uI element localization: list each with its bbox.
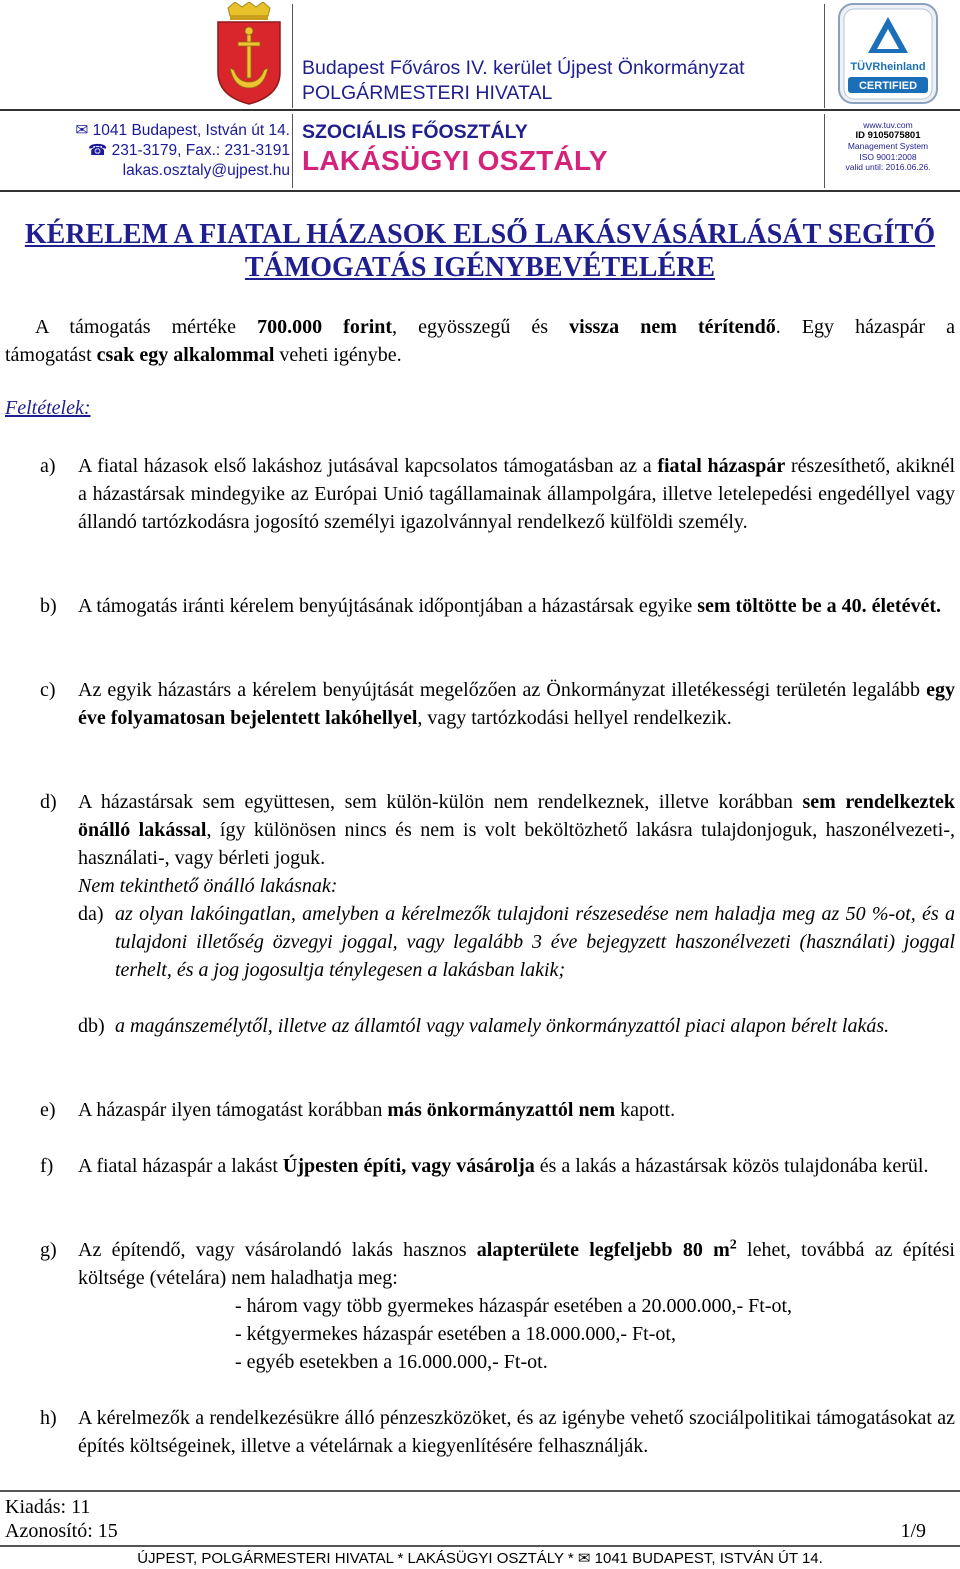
intro-text-2: , egyösszegű és [392,316,570,338]
footer-rule-top [0,1490,960,1492]
condition-e-text-2: kapott. [615,1099,676,1121]
sub-text: az olyan lakóingatlan, amelyben a kérelmezők tulajdoni részesedése nem haladja meg az 50 %-ot, és a tulajdoni illetőség özvegyi joggal, vagy legalább 3 éve bejegyzett haszonélvezeti (használati) joggal terhelt, és a jog jogosultja ténylegesen a lakásban lakik; [115,903,955,981]
title-line-1: KÉRELEM A FIATAL HÁZASOK ELSŐ LAKÁSVÁSÁRLÁSÁT SEGÍTŐ [24,219,936,250]
email-text[interactable]: lakas.osztaly@ujpest.hu [122,162,290,179]
condition-text [78,1236,955,1292]
condition-a [40,452,955,536]
condition-e-text-1: A házaspár ilyen támogatást korábban [78,1099,388,1121]
tuv-certified-text: CERTIFIED [858,80,918,92]
condition-d-note: Nem tekinthető önálló lakásnak: [78,875,338,897]
intro-text-5: veheti igénybe. [274,344,402,366]
intro-line-1 [5,313,955,341]
condition-c-bold: egy éve folyamatosan bejelentett lakóhellyel [78,679,955,729]
sub-label: db) [78,1015,105,1037]
ujpest-coat-of-arms-logo [214,2,284,106]
mail-icon: ✉ [75,122,89,139]
header-divider-4 [824,114,825,188]
condition-f [40,1152,955,1180]
condition-text [78,676,955,732]
condition-text [78,452,955,536]
intro-text-1: A támogatás mértéke [35,316,258,338]
org-name: Budapest Főváros IV. kerület Újpest Önkormányzat [302,57,745,79]
department-name: SZOCIÁLIS FŐOSZTÁLY [302,121,528,143]
org-office: POLGÁRMESTERI HIVATAL [302,82,553,104]
condition-label: a) [40,455,56,477]
footer-issue: Kiadás: 11 [5,1496,91,1518]
certificate-info [838,120,938,173]
cert-iso: ISO 9001:2008 [859,151,917,162]
condition-db [78,1012,955,1040]
condition-text: A kérelmezők a rendelkezésükre álló pénzeszközöket, és az igénybe vehető szociálpolitikai támogatásokat az építés költségeinek, illetve a vételárnak a kiegyenlítésére felhasználják. [78,1407,955,1457]
phone-icon: ☎ [87,142,108,159]
cert-system: Management System [847,141,929,151]
document-title [0,218,960,284]
intro-text-3: . Egy házaspár a [775,316,956,338]
condition-label: f) [40,1155,54,1177]
tuv-certified-badge [838,3,938,104]
footer-rule-bottom [0,1545,960,1547]
condition-text [78,1096,955,1124]
header-rule-top [0,109,960,111]
footer-address-line [0,1549,960,1567]
condition-c [40,676,955,732]
condition-g-bold: alapterülete legfeljebb 80 m [476,1239,730,1261]
condition-g [40,1236,955,1292]
condition-a-text-1: A fiatal házasok első lakáshoz jutásával kapcsolatos támogatásban az a [78,455,658,477]
phone-text: 231-3179, Fax.: 231-3191 [111,142,290,159]
condition-a-text-2: részesíthető, akiknél a házastársak mindegyike az Európai Unió tagállamainak állampolgára, illetve letelepedési engedéllyel vagy állandó tartózkodásra jogosító személyi igazolvánnyal rendelkező külföldi személy. [78,455,955,533]
condition-label: e) [40,1099,56,1121]
condition-d-text-1: A házastársak sem együttesen, sem külön-külön nem rendelkeznek, illetve korábban [78,791,803,813]
condition-f-text-1: A fiatal házaspár a lakást [78,1155,283,1177]
condition-d-bold: sem rendelkeztek önálló lakással [78,791,955,841]
condition-c-text-1: Az egyik házastárs a kérelem benyújtását megelőzően az Önkormányzat illetékességi területén legalább [78,679,927,701]
intro-once: csak egy alkalommal [96,344,275,366]
price-limit-3: - egyéb esetekben a 16.000.000,- Ft-ot. [235,1351,548,1373]
contact-block [40,121,290,181]
condition-f-bold: Újpesten építi, vagy vásárolja [282,1155,535,1177]
tuv-brand-text: TÜVRheinland [850,61,926,73]
intro-amount: 700.000 forint [257,316,393,338]
condition-text [78,788,955,872]
condition-a-bold: fiatal házaspár [657,455,786,477]
cert-url: www.tuv.com [863,120,913,130]
intro-text-4: támogatást [5,344,97,366]
condition-g-text-2: lehet, továbbá az építési költsége (vételára) nem haladhatja meg: [78,1239,955,1289]
condition-b-bold: sem töltötte be a 40. életévét. [697,595,941,617]
intro-nonrefund: vissza nem térítendő [569,316,776,338]
cert-valid: valid until: 2016.06.26. [845,162,931,172]
condition-c-text-2: , vagy tartózkodási hellyel rendelkezik. [417,707,732,729]
condition-b [40,592,955,620]
header-rule-bottom [0,190,960,192]
footer-page-number: 1/9 [900,1520,926,1542]
condition-e [40,1096,955,1124]
conditions-heading: Feltételek: [5,397,91,419]
price-limit-2: - kétgyermekes házaspár esetében a 18.000.000,- Ft-ot, [235,1323,676,1345]
footer-mail-icon: ✉ [577,1550,591,1567]
condition-d [40,788,955,900]
condition-b-text-1: A támogatás iránti kérelem benyújtásának időpontjában a házastársak egyike [78,595,698,617]
condition-label: d) [40,791,57,813]
footer-identifier: Azonosító: 15 [5,1520,118,1542]
condition-text [78,1152,955,1180]
header-divider-2 [824,4,825,108]
condition-label: b) [40,595,57,617]
condition-f-text-2: és a lakás a házastársak közös tulajdonába kerül. [534,1155,929,1177]
condition-text [78,592,955,620]
condition-label: h) [40,1407,57,1429]
condition-h [40,1404,955,1460]
condition-da [78,900,955,984]
footer-bottom-right: 1041 BUDAPEST, ISTVÁN ÚT 14. [594,1550,823,1567]
sub-label: da) [78,903,104,925]
footer-bottom-left: ÚJPEST, POLGÁRMESTERI HIVATAL * LAKÁSÜGYI OSZTÁLY * [137,1550,578,1567]
condition-d-text-2: , így különösen nincs és nem is volt beköltözhető lakásra tulajdonjoguk, haszonélvezeti-, használati-, vagy bérleti joguk. [78,819,955,869]
condition-label: c) [40,679,56,701]
condition-e-bold: más önkormányzattól nem [387,1099,616,1121]
office-name: LAKÁSÜGYI OSZTÁLY [302,145,608,176]
address-text: 1041 Budapest, István út 14. [92,122,290,139]
condition-label: g) [40,1239,57,1261]
condition-g-text-1: Az építendő, vagy vásárolandó lakás hasznos [78,1239,477,1261]
header-divider-1 [292,4,293,108]
sub-text: a magánszemélytől, illetve az államtól vagy valamely önkormányzattól piaci alapon bérelt lakás. [115,1015,890,1037]
header-divider-3 [292,114,293,188]
title-line-2: TÁMOGATÁS IGÉNYBEVÉTELÉRE [244,252,716,283]
condition-g-superscript: 2 [729,1237,737,1253]
intro-paragraph [5,313,955,369]
price-limit-1: - három vagy több gyermekes házaspár esetében a 20.000.000,- Ft-ot, [235,1295,793,1317]
cert-id: ID 9105075801 [855,129,921,141]
